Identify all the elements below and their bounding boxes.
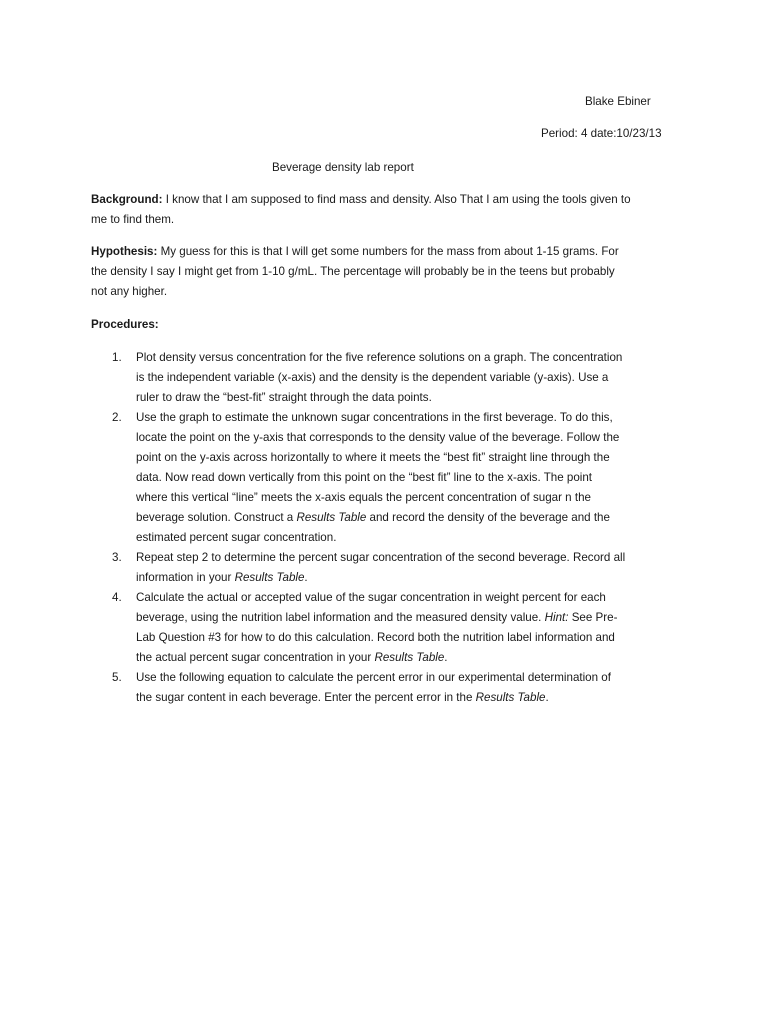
hypothesis-line-3: not any higher. (91, 285, 168, 298)
step-number: 5. (112, 671, 122, 684)
hint-label: Hint: (544, 611, 569, 624)
author-name: Blake Ebiner (585, 95, 651, 108)
step-text: Calculate the actual or accepted value of the sugar concentration in weight percent for each beverage, using the nutrition label information and the measured density value. Hint: See Pre- Lab Question #3 for how to do this calculation. Record both the nutrition label information and the actual percent sugar concentration in your Results Table. (136, 591, 618, 664)
procedure-step-1 (0, 348, 768, 408)
step-number: 2. (112, 411, 122, 424)
background-line-1: Background: I know that I am supposed to find mass and density. Also That I am using the tools given to (91, 193, 631, 206)
procedure-list (0, 348, 768, 708)
hypothesis-line-1: Hypothesis: My guess for this is that I will get some numbers for the mass from about 1-15 grams. For (91, 245, 619, 258)
background-line-2: me to find them. (91, 213, 175, 226)
step-text: Repeat step 2 to determine the percent sugar concentration of the second beverage. Record all information in your Results Table. (136, 551, 626, 584)
hypothesis-label: Hypothesis: (91, 245, 158, 258)
step-text: Use the graph to estimate the unknown sugar concentrations in the first beverage. To do this, locate the point on the y-axis that corresponds to the density value of the beverage. Follow the point on the y-axis across horizontally to where it meets the “best fit” straight line through the data. Now read down vertically from this point on the “best fit” line to the x-axis. The point where this vertical “line” meets the x-axis equals the percent concentration of sugar n the beverage solution. Construct a Results Table and record the density of the beverage and the estimated percent sugar concentration. (136, 411, 620, 544)
procedure-step-5 (0, 668, 768, 708)
step-text: Use the following equation to calculate the percent error in our experimental determination of the sugar content in each beverage. Enter the percent error in the Results Table. (136, 671, 611, 704)
results-table-ref: Results Table (234, 571, 305, 584)
procedure-step-4 (0, 588, 768, 668)
hypothesis-line-2: the density I say I might get from 1-10 g/mL. The percentage will probably be in the teens but probably (91, 265, 615, 278)
procedure-step-2 (0, 408, 768, 548)
results-table-ref: Results Table (475, 691, 546, 704)
results-table-ref: Results Table (296, 511, 367, 524)
hypothesis-paragraph (91, 242, 691, 302)
background-label: Background: (91, 193, 163, 206)
results-table-ref: Results Table (374, 651, 445, 664)
step-number: 1. (112, 351, 122, 364)
step-number: 3. (112, 551, 122, 564)
procedure-step-3 (0, 548, 768, 588)
period-date-line: Period: 4 date:10/23/13 (541, 127, 662, 140)
background-paragraph (91, 190, 691, 230)
step-number: 4. (112, 591, 122, 604)
report-title: Beverage density lab report (272, 161, 414, 174)
procedures-heading: Procedures: (91, 318, 159, 331)
step-text: Plot density versus concentration for the five reference solutions on a graph. The concentration is the independent variable (x-axis) and the density is the dependent variable (y-axis). Use a ruler to draw the “best-fit” straight through the data points. (136, 351, 623, 404)
